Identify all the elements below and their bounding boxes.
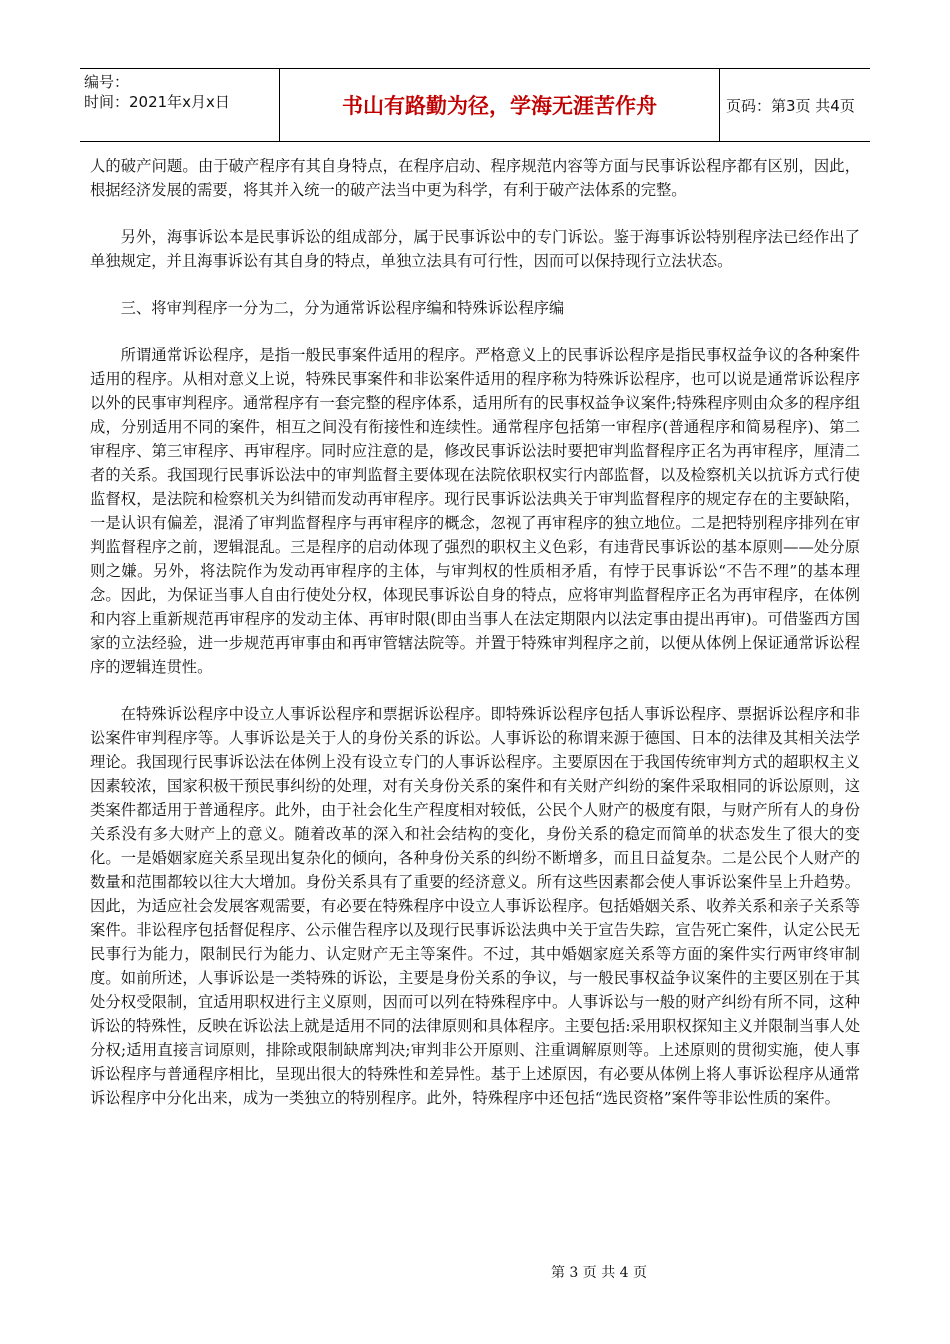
document-body	[90, 154, 860, 1133]
page-footer: 第 3 页 共 4 页	[550, 1265, 648, 1281]
document-number: 编号：	[84, 73, 130, 91]
page-header	[80, 68, 870, 142]
document-time: 时间：2021年x月x日	[84, 93, 230, 111]
header-meta	[80, 69, 280, 141]
paragraph: 所谓通常诉讼程序，是指一般民事案件适用的程序。严格意义上的民事诉讼程序是指民事权益争议的各种案件适用的程序。从相对意义上说，特殊民事案件和非讼案件适用的程序称为特殊诉讼程序，也可以说是通常诉讼程序以外的民事审判程序。通常程序有一套完整的程序体系，适用所有的民事权益争议案件;特殊程序则由众多的程序组成，分别适用不同的案件，相互之间没有衔接性和连续性。通常程序包括第一审程序(普通程序和简易程序)、第二审程序、第三审程序、再审程序。同时应注意的是，修改民事诉讼法时要把审判监督程序正名为再审程序，厘清二者的关系。我国现行民事诉讼法中的审判监督主要体现在法院依职权实行内部监督，以及检察机关以抗诉方式行使监督权，是法院和检察机关为纠错而发动再审程序。现行民事诉讼法典关于审判监督程序的规定存在的主要缺陷，一是认识有偏差，混淆了审判监督程序与再审程序的概念，忽视了再审程序的独立地位。二是把特别程序排列在审判监督程序之前，逻辑混乱。三是程序的启动体现了强烈的职权主义色彩，有违背民事诉讼的基本原则——处分原则之嫌。另外，将法院作为发动再审程序的主体，与审判权的性质相矛盾，有悖于民事诉讼“不告不理”的基本理念。因此，为保证当事人自由行使处分权，体现民事诉讼自身的特点，应将审判监督程序正名为再审程序，在体例和内容上重新规范再审程序的发动主体、再审时限(即由当事人在法定期限内以法定事由提出再审)。可借鉴西方国家的立法经验，进一步规范再审事由和再审管辖法院等。并置于特殊审判程序之前，以便从体例上保证通常诉讼程序的逻辑连贯性。	[90, 346, 861, 676]
paragraph: 另外，海事诉讼本是民事诉讼的组成部分，属于民事诉讼中的专门诉讼。鉴于海事诉讼特别程序法已经作出了单独规定，并且海事诉讼有其自身的特点，单独立法具有可行性，因而可以保持现行立法状态。	[90, 228, 860, 270]
header-page-number: 页码：第3页 共4页	[726, 96, 855, 115]
header-motto: 书山有路勤为径，学海无涯苦作舟	[280, 69, 720, 141]
paragraph: 人的破产问题。由于破产程序有其自身特点，在程序启动、程序规范内容等方面与民事诉讼程序都有区别，因此，根据经济发展的需要，将其并入统一的破产法当中更为科学，有利于破产法体系的完整。	[90, 157, 860, 199]
paragraph: 在特殊诉讼程序中设立人事诉讼程序和票据诉讼程序。即特殊诉讼程序包括人事诉讼程序、票据诉讼程序和非讼案件审判程序等。人事诉讼是关于人的身份关系的诉讼。人事诉讼的称谓来源于德国、日本的法律及其相关法学理论。我国现行民事诉讼法在体例上没有设立专门的人事诉讼程序。主要原因在于我国传统审判方式的超职权主义因素较浓，国家积极干预民事纠纷的处理，对有关身份关系的案件和有关财产纠纷的案件采取相同的诉讼原则，这类案件都适用于普通程序。此外，由于社会化生产程度相对较低，公民个人财产的极度有限，与财产所有人的身份关系没有多大财产上的意义。随着改革的深入和社会结构的变化，身份关系的稳定而简单的状态发生了很大的变化。一是婚姻家庭关系呈现出复杂化的倾向，各种身份关系的纠纷不断增多，而且日益复杂。二是公民个人财产的数量和范围都较以往大大增加。身份关系具有了重要的经济意义。所有这些因素都会使人事诉讼案件呈上升趋势。因此，为适应社会发展客观需要，有必要在特殊程序中设立人事诉讼程序。包括婚姻关系、收养关系和亲子关系等案件。非讼程序包括督促程序、公示催告程序以及现行民事诉讼法典中关于宣告失踪，宣告死亡案件，认定公民无民事行为能力，限制民行为能力、认定财产无主等案件。不过，其中婚姻家庭关系等方面的案件实行两审终审制度。如前所述，人事诉讼是一类特殊的诉讼，主要是身份关系的争议，与一般民事权益争议案件的主要区别在于其处分权受限制，宜适用职权进行主义原则，因而可以列在特殊程序中。人事诉讼与一般的财产纠纷有所不同，这种诉讼的特殊性，反映在诉讼法上就是适用不同的法律原则和具体程序。主要包括:采用职权探知主义并限制当事人处分权;适用直接言词原则，排除或限制缺席判决;审判非公开原则、注重调解原则等。上述原则的贯彻实施，使人事诉讼程序与普通程序相比，呈现出很大的特殊性和差异性。基于上述原因，有必要从体例上将人事诉讼程序从通常诉讼程序中分化出来，成为一类独立的特别程序。此外，特殊程序中还包括“选民资格”案件等非讼性质的案件。	[90, 705, 861, 1107]
section-heading: 三、将审判程序一分为二，分为通常诉讼程序编和特殊诉讼程序编	[120, 299, 565, 317]
